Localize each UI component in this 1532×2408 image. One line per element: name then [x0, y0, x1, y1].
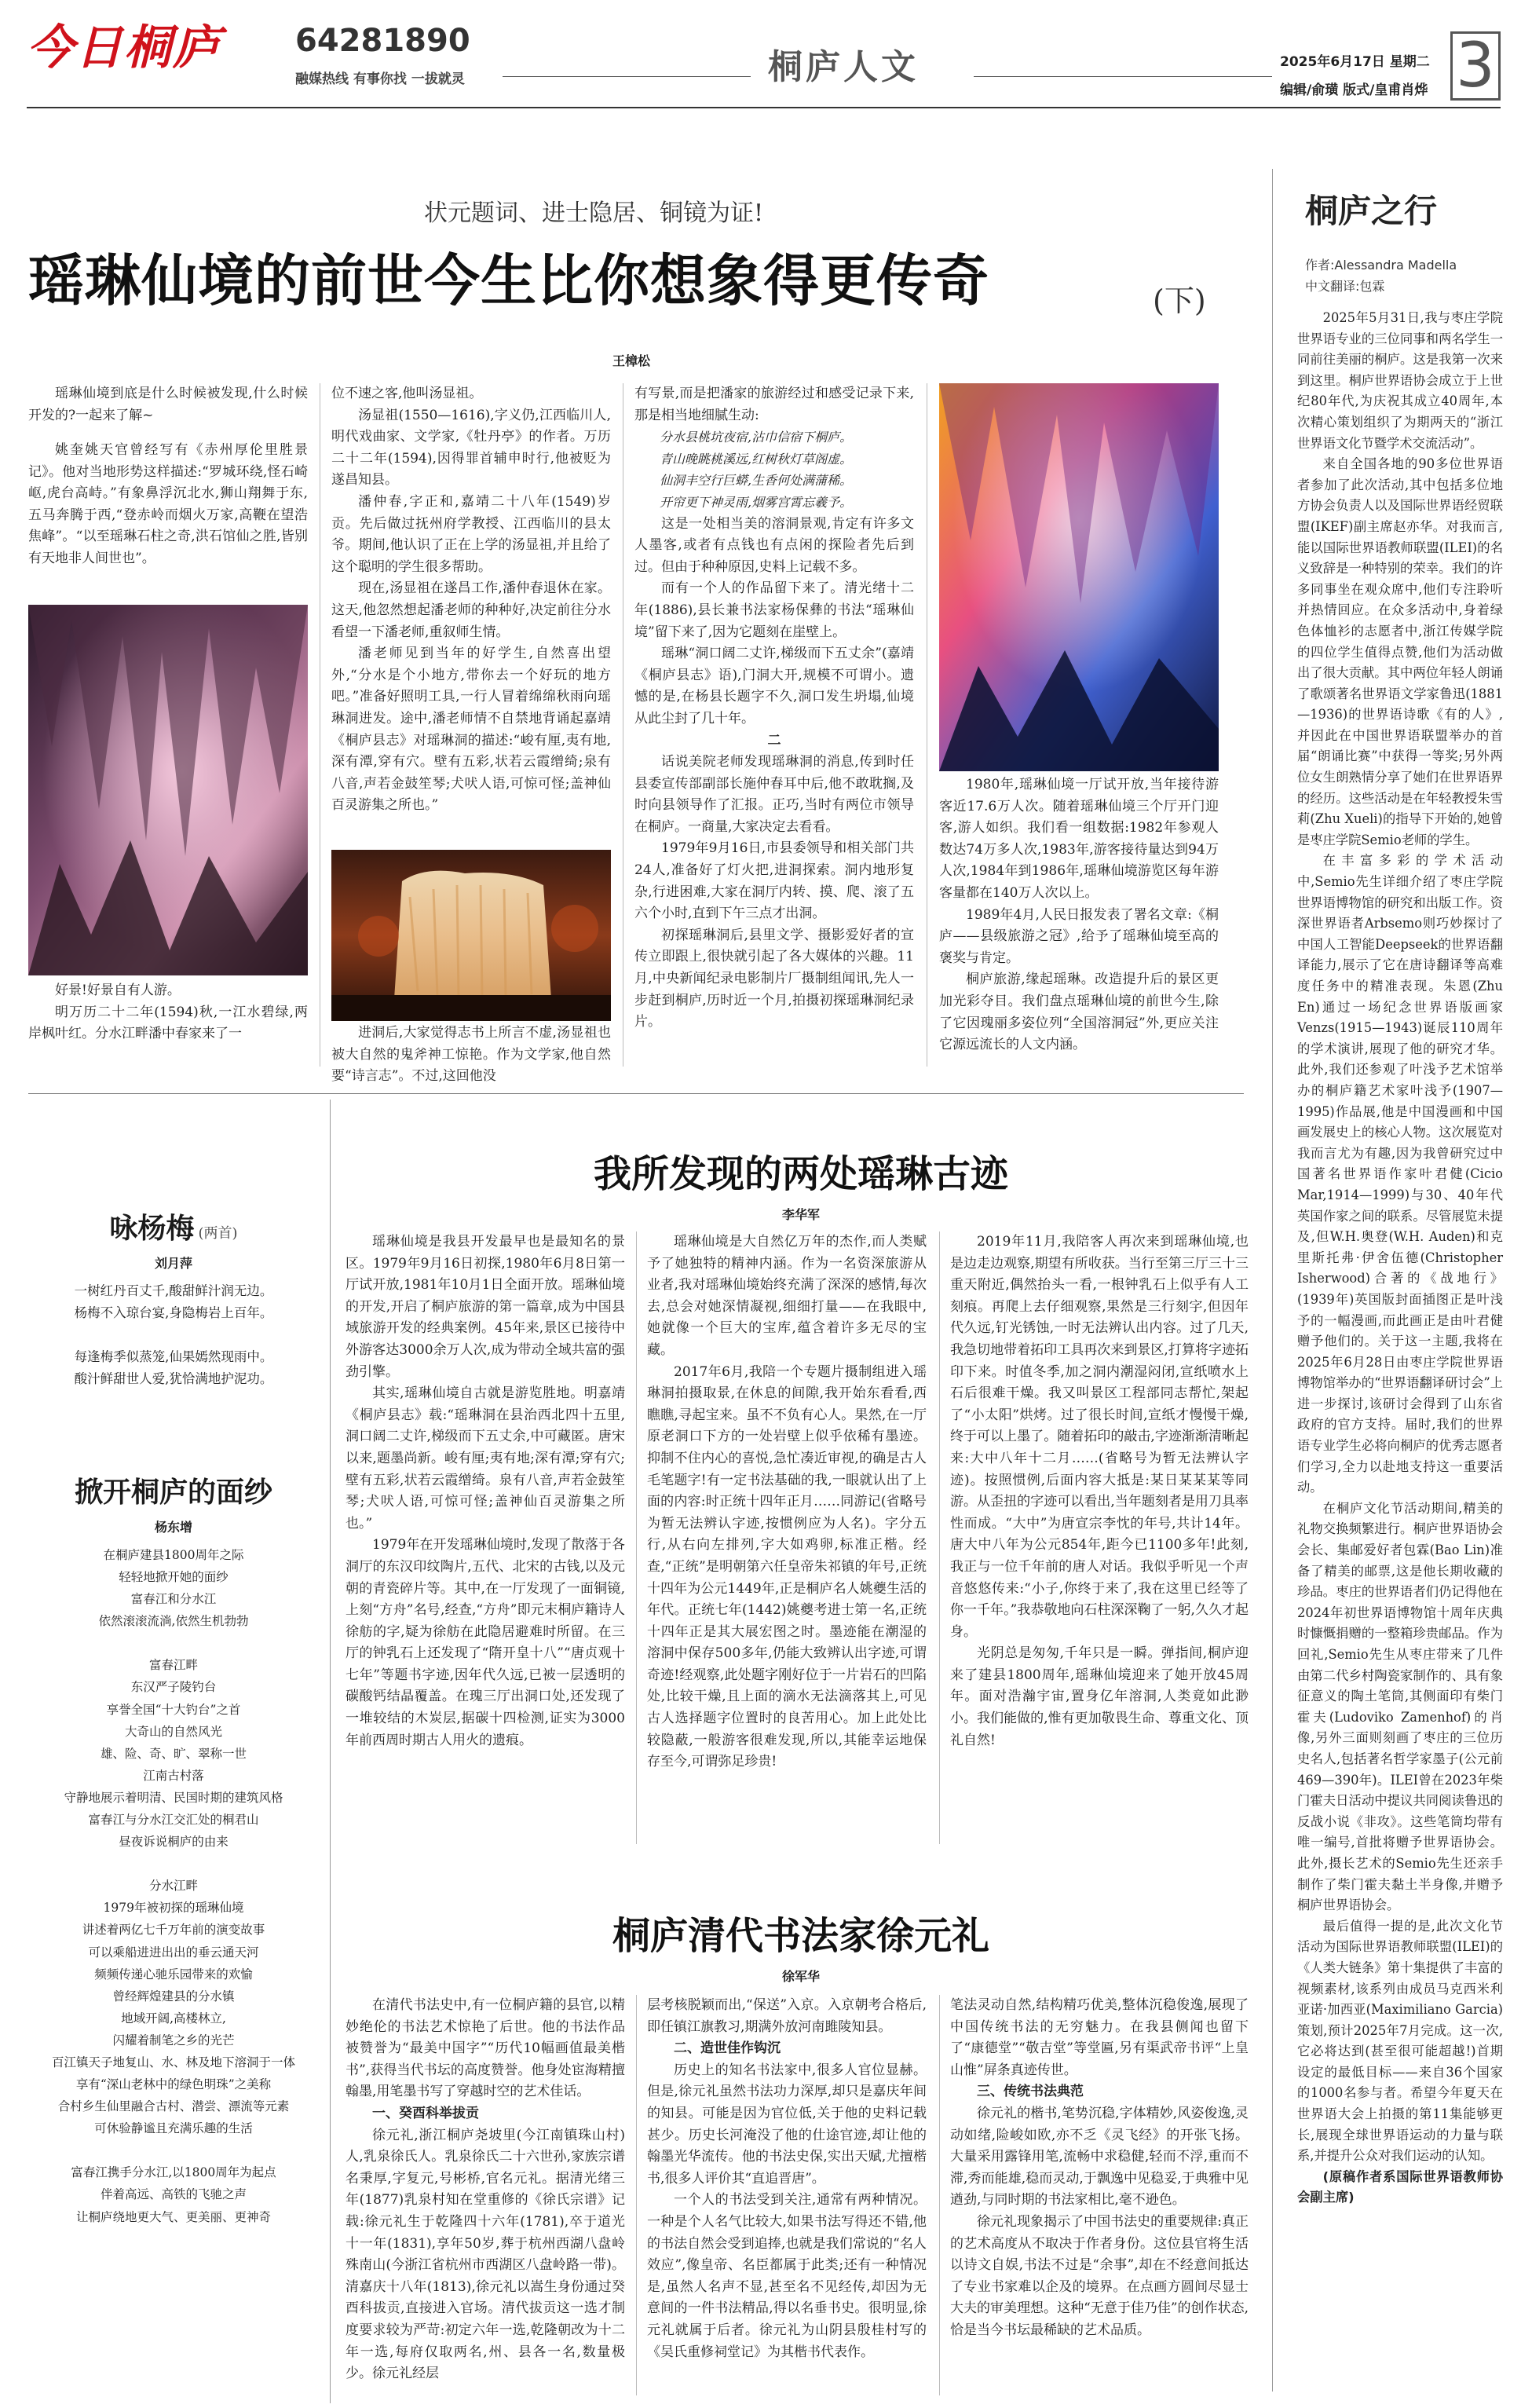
- article2-paragraph: 瑶琳仙境是大自然亿万年的杰作,而人类赋予了她独特的精神内涵。作为一名资深旅游从业者,我对瑶琳仙境始终充满了深深的感情,每次去,总会对她深情凝视,细细打量——在我眼中,她就像一个巨大的宝库,蕴含着许多无尽的宝藏。: [647, 1234, 927, 1358]
- poem-line: 闪耀着制笔之乡的光芒: [112, 2033, 235, 2048]
- article3-paragraph: 层考核脱颖而出,“保送”入京。入京朝考合格后,即任镇江旗教习,期满外放河南雎陵知县。: [647, 1997, 927, 2035]
- poem-column-rule: [330, 1100, 331, 2403]
- article3-paragraph: 在清代书法史中,有一位桐庐籍的县官,以精妙绝伦的书法艺术惊艳了后世。他的书法作品被赞誉为“最美中国字”“历代10幅画值最美楷书”,获得当代书坛的高度赞誉。他身处宦海精擅翰墨,用笔墨书写了穿越时空的艺术佳话。: [346, 1997, 625, 2100]
- poem-line: 分水江畔: [148, 1879, 198, 1894]
- lead-paragraph: 明万历二十二年(1594)秋,一江水碧绿,两岸枫叶红。分水江畔潘中春家来了一: [28, 1004, 308, 1042]
- cave-photo-pink: [28, 605, 308, 975]
- article2-column-1: [346, 1231, 625, 1844]
- article2-column-2: [647, 1231, 927, 1844]
- lead-column-2: [331, 383, 611, 847]
- lead-paragraph: 桐庐旅游,缘起瑶琳。改造提升后的景区更加光彩夺目。我们盘点瑶琳仙境的前世今生,除了它因瑰丽多姿位列“全国溶洞冠”外,更应关注它源远流长的人文内涵。: [939, 972, 1219, 1053]
- column-rule: [636, 1231, 637, 1844]
- poem-line: 富春江携手分水江,以1800周年为起点: [71, 2165, 276, 2180]
- lead-paragraph: 1989年4月,人民日报发表了署名文章:《桐庐——县级旅游之冠》,给予了瑶琳仙境至高的褒奖与肯定。: [939, 906, 1219, 966]
- poem-line: 可休验静谧且充满乐趣的生活: [94, 2121, 253, 2136]
- lead-paragraph: 瑶琳“洞口阔二丈许,梯级而下五丈余”(嘉靖《桐庐县志》语),门洞大开,规模不可谓小。遗憾的是,在杨县长题字不久,洞口发生坍塌,仙境从此尘封了几十年。: [634, 646, 914, 726]
- article2-author: 李华军: [781, 1207, 820, 1222]
- lead-paragraph: 汤显祖(1550—1616),字义仍,江西临川人,明代戏曲家、文学家,《牡丹亭》的作者。万历二十二年(1594),因得罪首辅申时行,他被贬为遂昌知县。: [331, 407, 611, 489]
- poem-line: 一树红丹百丈千,酸甜鲜汁润无边。: [74, 1283, 273, 1298]
- poem-line: 在桐庐建县1800周年之际: [103, 1548, 244, 1562]
- article3-column-1: [346, 1995, 625, 2395]
- masthead-rule-left: [503, 76, 751, 77]
- lead-paragraph: 有写景,而是把潘家的旅游经过和感受记录下来,那是相当地细腻生动:: [634, 386, 914, 423]
- poem-line: 大奇山的自然风光: [124, 1724, 222, 1739]
- lead-paragraph: 姚奎姚天官曾经写有《赤州厚伦里胜景记》。他对当地形势这样描述:“罗城环绕,怪石崎岖,虎台高峙。”有象鼻浮沉北水,狮山翔舞于东,五马奔腾于西,“登赤岭而烟火万家,高鞭在望浩焦峰”。“以至瑶琳石柱之奇,洪石馆仙之胜,皆别有天地非人间世也”。: [28, 442, 308, 566]
- poem-line: 享誉全国“十大钓台”之首: [106, 1702, 241, 1717]
- poem1-author: 刘月萍: [154, 1256, 192, 1271]
- article2-paragraph: 2017年6月,我陪一个专题片摄制组进入瑶琳洞拍摄取景,在休息的间隙,我开始东看看,西瞧瞧,寻起宝来。虽不不负有心人。果然,在一厅原老洞口下方的一处岩壁上似乎依稀有墨迹。抑制不住内心的喜悦,急忙凑近审视,的确是古人毛笔题字!有一定书法基础的我,一眼就认出了上面的内容:时正统十四年正月……同游记(省略号为暂无法辨认字迹,按惯例应为人名)。字分五行,从右向左排列,字大如鸡卵,标准正楷。经查,“正统”是明朝第六任皇帝朱祁镇的年号,正统十四年为公元1449年,正是桐庐名人姚夔生活的年代。正统七年(1442)姚夔考进士第一名,正统十四年正是其大展宏图之时。墨迹能在潮湿的溶洞中保存500多年,仍能大致辨认出字迹,可谓奇迹!经观察,此处题字刚好位于一片岩石的凹陷处,比较干燥,且上面的滴水无法滴落其上,可见古人选择题字位置时的良苦用心。加上此处比较隐蔽,一般游客很难发现,所以,其能幸运地保存至今,可谓弥足珍贵!: [647, 1363, 927, 1770]
- issue-date: 2025年6月17日 星期二: [1280, 54, 1430, 70]
- article2-paragraph: 光阴总是匆匆,千年只是一瞬。弹指间,桐庐迎来了建县1800周年,瑶琳仙境迎来了她开放45周年。面对浩瀚宇宙,置身亿年溶洞,人类竟如此渺小。我们能做的,惟有更加敬畏生命、尊重文化、顶礼自然!: [950, 1645, 1249, 1748]
- lead-paragraph: 潘老师见到当年的好学生,自然喜出望外,“分水是个小地方,带你去一个好玩的地方吧。”准备好照明工具,一行人冒着绵绵秋雨向瑶琳洞进发。途中,潘老师情不自禁地背诵起嘉靖《桐庐县志》对瑶琳洞的描述:“峻有厘,夷有地,深有潭,穿有穴。壁有五彩,状若云霞缯绮;泉有八音,声若金鼓笙琴;犬吠人语,可惊可怪;盖神仙百灵游集之所也。”: [331, 646, 611, 814]
- poem-line: 杨梅不入琼台宴,身隐梅岩上百年。: [74, 1305, 273, 1320]
- lead-paragraph: 初探瑶琳洞后,县里文学、摄影爱好者的宣传立即跟上,很快就引起了各大媒体的兴趣。11月,中央新闻纪录电影制片厂摄制组闻讯,先人一步赶到桐庐,历时近一个月,拍摄初探瑶琳洞纪录片。: [634, 927, 914, 1030]
- lead-kicker: 状元题词、进士隐居、铜镜为证!: [424, 199, 764, 227]
- article3-headline: 桐庐清代书法家徐元礼: [612, 1914, 989, 1958]
- lead-paragraph: 1979年9月16日,市县委领导和相关部门共24人,准备好了灯火把,进洞探索。洞内地形复杂,行进困难,大家在洞厅内转、摸、爬、滚了五六个小时,直到下午三点才出洞。: [634, 840, 914, 922]
- poem-line: 地域开阔,高楼林立,: [121, 2011, 226, 2026]
- article3-subhead: 二、造世佳作钩沉: [674, 2040, 781, 2057]
- poem-stanza-break: [28, 1853, 319, 1875]
- poem-line: 合村乡生仙里融合古村、潜尝、漂流等元素: [57, 2099, 290, 2114]
- column-rule: [939, 1995, 940, 2395]
- page-number: 3: [1456, 31, 1495, 101]
- poem-line: 让桐庐绕地更大气、更美丽、更神奇: [75, 2209, 271, 2224]
- lead-headline: 瑶琳仙境的前世今生比你想象得更传奇: [28, 248, 990, 313]
- article3-column-2: [647, 1995, 927, 2395]
- sidebar-paragraph: 2025年5月31日,我与枣庄学院世界语专业的三位同事和两名学生一同前往美丽的桐庐。这是我第一次来到这里。桐庐世界语协会成立于上世纪80年代,为庆祝其成立40周年,本次精心策划组织了为期两天的“浙江世界语文化节暨学术交流活动”。: [1297, 310, 1503, 451]
- article2-paragraph: 2019年11月,我陪客人再次来到瑶琳仙境,也是边走边观察,期望有所收获。当行至第三厅三十三重天附近,偶然抬头一看,一根钟乳石上似乎有人工刻痕。再爬上去仔细观察,果然是三行刻字,但因年代久远,钉光锈蚀,一时无法辨认出内容。过了几天,我急切地带着拓印工具再次来到景区,打算将字迹拓印下来。时值冬季,加之洞内潮湿闷闭,宣纸喷水上石后很难干燥。我又叫景区工程部同志帮忙,架起了“小太阳”烘烤。过了很长时间,宣纸才慢慢干燥,终于可以上墨了。随着拓印的敲击,字迹渐渐清晰起来:大中八年十二月……(省略号为暂无法辨认字迹)。按照惯例,后面内容大抵是:某日某某某等同游。从歪扭的字迹可以看出,当年题刻者是用刀具率性而成。“大中”为唐宣宗李忱的年号,共计14年。唐大中八年为公元854年,距今已1100多年!此刻,我正与一位千年前的唐人对话。我似乎听见一个声音悠悠传来:“小子,你终于来了,我在这里已经等了你一千年。”我恭敬地向石柱深深鞠了一躬,久久才起身。: [950, 1234, 1249, 1640]
- poem-line: 讲述着两亿七千万年前的演变故事: [82, 1923, 265, 1938]
- article3-paragraph: 徐元礼,浙江桐庐尧坡里(今江南镇珠山村)人,乳泉徐氏人。乳泉徐氏二十六世孙,家族宗谱名秉厚,字复元,号彬桥,官名元礼。据清光绪三年(1877)乳泉村知在堂重修的《徐氏宗谱》记载:徐元礼生于乾隆四十六年(1781),卒于道光十一年(1831),享年50岁,葬于杭州西湖八盘岭殊南山(今浙江省杭州市西湖区八盘岭路一带)。清嘉庆十八年(1813),徐元礼以嵩生身份通过癸酉科拔贡,直接进入官场。清代拔贡这一选才制度要求较为严苛:初定六年一选,乾隆朝改为十二年一选,每府仅取两名,州、县各一名,数量极少。徐元礼经层: [346, 2127, 625, 2382]
- poem-line: 富春江畔: [148, 1658, 198, 1673]
- poem-stanza-break: [28, 1632, 319, 1654]
- sidebar-body: [1297, 308, 1503, 2334]
- lead-column-2b: [331, 1023, 611, 1085]
- poem2-title: 掀开桐庐的面纱: [74, 1477, 272, 1509]
- lead-author: 王樟松: [612, 353, 651, 368]
- poem1-title-note: (两首): [198, 1225, 238, 1242]
- hotline-slogan: 融媒热线 有事你找 一拔就灵: [295, 71, 465, 87]
- sidebar-author-note: (原稿作者系国际世界语教师协会副主席): [1297, 2168, 1503, 2205]
- lead-column-1b: [28, 980, 308, 1067]
- article3-column-3: [950, 1995, 1249, 2395]
- paper-logo: 今日桐庐: [27, 20, 221, 75]
- lead-paragraph: 现在,汤显祖在遂昌工作,潘仲春退休在家。这天,他忽然想起潘老师的种种好,决定前往分水看望一下潘老师,重叙师生情。: [331, 580, 611, 640]
- article3-paragraph: 历史上的知名书法家中,很多人官位显赫。但是,徐元礼虽然书法功力深厚,却只是嘉庆年间的知县。可能是因为官位低,关于他的史料记载甚少。历史长河淹没了他的仕途官迹,却让他的翰墨光华流传。他的书法史保,实出天赋,尤擅楷书,很多人评价其“直追晋唐”。: [647, 2062, 927, 2187]
- poem1-title: [28, 1206, 319, 1246]
- tang-poem: [634, 426, 914, 513]
- sidebar-paragraph: 在丰富多彩的学术活动中,Semio先生详细介绍了枣庄学院世界语博物馆的研究和出版工作。资深世界语者Arbsemo则巧妙探讨了中国人工智能Deepseek的世界语翻译能力,展示了它在唐诗翻译等高难度任务中的精准表现。朱恩(Zhu En)通过一场纪念世界语版画家Venzs(1915—1943)诞辰110周年的学术演讲,展现了他的研究才华。此外,我们还参观了叶浅予艺术馆举办的桐庐籍艺术家叶浅予(1907—1995)作品展,他是中国漫画和中国画发展史上的核心人物。这次展览对我而言尤为有趣,因为我曾研究过中国著名世界语作家叶君健(Cicio Mar,1914—1999)与30、40年代英国作家之间的联系。尽管展览未提及,但W.H.奥登(W.H. Auden)和克里斯托弗·伊舍伍德(Christopher Isherwood)合著的《战地行》(1939年)英国版封面插图正是叶浅予的一幅漫画,而此画正是由叶君健赠予他们的。关于这一主题,我将在2025年6月28日由枣庄学院世界语博物馆举办的“世界语翻译研讨会”上进一步探讨,该研讨会得到了山东省政府的官方支持。届时,我们的世界语专业学生必将向桐庐的优秀志愿者们学习,全力以赴地支持这一重要活动。: [1297, 853, 1503, 1495]
- poem-line: 江南古村落: [143, 1768, 204, 1783]
- poem-line: 分水县桃坑夜宿,沾巾信宿下桐庐。: [660, 430, 853, 445]
- poem-line: 开帘更下神灵雨,烟雾宫霄忘羲予。: [660, 494, 853, 510]
- column-rule: [939, 1231, 940, 1844]
- poem1-title-text: 咏杨梅: [109, 1213, 195, 1245]
- section-number: 二: [767, 732, 781, 748]
- sidebar-paragraph: 来自全国各地的90多位世界语者参加了此次活动,其中包括多位地方协会负责人以及国际世界语经贸联盟(IKEF)副主席赵亦华。对我而言,能以国际世界语教师联盟(ILEI)的名义致辞是一种特别的荣幸。我们的许多同事坐在观众席中,他们专注聆听并热情回应。在众多活动中,身着绿色体恤衫的志愿者中,浙江传媒学院的四位学生值得点赞,他们为活动做出了很大贡献。其中两位年轻人朗诵了歌颂著名世界语文学家鲁迅(1881—1936)的世界语诗歌《有的人》,并因此在中国世界语联盟举办的首届“朗诵比赛”中获得一等奖;另外两位女生朗熟情分享了她们在世界语界的经历。这些活动是在年轻教授朱雪莉(Zhu Xueli)的指导下开始的,她曾是枣庄学院Semio老师的学生。: [1297, 456, 1503, 847]
- sidebar-paragraph: 在桐庐文化节活动期间,精美的礼物交换频繁进行。桐庐世界语协会会长、集邮爱好者包霖(Bao Lin)准备了精美的邮票,这是他长期收藏的珍品。枣庄的世界语者们仍记得他在2024年初世界语博物馆十周年庆典时慷慨捐赠的一整箱珍贵邮品。作为回礼,Semio先生从枣庄带来了几件由第二代乡村陶瓷家制作的、具有象征意义的陶土笔筒,其侧面印有柴门霍夫(Ludoviko Zamenhof)的肖像,另外三面则刻画了枣庄的三位历史名人,包括著名哲学家墨子(公元前469—390年)。ILEI曾在2023年柴门霍夫日活动中提议共同阅读鲁迅的反战小说《非攻》。这些笔筒均带有唯一编号,首批将赠予世界语协会。此外,摄长艺术的Semio先生还亲手制作了柴门霍夫黏土半身像,并赠予桐庐世界语协会。: [1297, 1500, 1503, 1913]
- article2-paragraph: 其实,瑶琳仙境自古就是游览胜地。明嘉靖《桐庐县志》载:“瑶琳洞在县治西北四十五里,洞口阔二丈许,梯级而下五丈余,中可藏匿。唐宋以来,题墨尚新。峻有厘;夷有地;深有潭;穿有穴;壁有五彩,状若云霞缯绮。泉有八音,声若金鼓笙琴;犬吠人语,可惊可怪;盖神仙百灵游集之所也。”: [346, 1385, 625, 1532]
- article3-author: 徐军华: [781, 1969, 820, 1984]
- lead-paragraph: 这是一处相当美的溶洞景观,肯定有许多文人墨客,或者有点钱也有点闲的探险者先后到过。但由于种种原因,史料上记载不多。: [634, 515, 914, 575]
- poem-line: 青山晚眺桃溪远,红树秋灯草阁虚。: [660, 451, 853, 467]
- masthead: [0, 0, 1532, 102]
- poem-line: 曾经辉煌建县的分水镇: [112, 1989, 235, 2004]
- lead-paragraph: 而有一个人的作品留下来了。清光绪十二年(1886),县长兼书法家杨保彝的书法“瑶琳仙境”留下来了,因为它题刻在崖壁上。: [634, 580, 914, 640]
- poem2-body: [28, 1544, 319, 2228]
- poem-line: 轻轻地掀开她的面纱: [119, 1570, 229, 1585]
- poem-line: 雄、险、奇、旷、翠称一世: [100, 1746, 247, 1761]
- cave-photo-colorful: [939, 383, 1219, 771]
- lead-paragraph: 话说美院老师发现瑶琳洞的消息,传到时任县委宣传部副部长施仲春耳中后,他不敢耽搁,及时向县领导作了汇报。正巧,当时有两位市领导在桐庐。一商量,大家决定去看看。: [634, 754, 914, 835]
- poem-line: 昼夜诉说桐庐的由来: [119, 1835, 229, 1850]
- poem-line: 频频传递心驰乐园带来的欢愉: [94, 1967, 253, 1982]
- article3-paragraph: 徐元礼现象揭示了中国书法史的重要规律:真正的艺术高度从不取决于作者身份。这位县官将生活以诗文自娱,书法不过是“余事”,却在不经意间抵达了专业书家难以企及的境界。在点画方圆间尽显士大夫的审美理想。这种“无意于佳乃佳”的创作状态,恰是当今书坛最稀缺的艺术品质。: [950, 2213, 1249, 2338]
- poem-line: 富春江与分水江交汇处的桐君山: [88, 1813, 259, 1828]
- lead-intro-text: 瑶琳仙境到底是什么时候被发现,什么时候开发的?一起来了解~: [28, 386, 308, 423]
- lead-paragraph: 好景!好景自有人游。: [55, 983, 181, 998]
- article3-subhead: 三、传统书法典范: [977, 2084, 1084, 2100]
- lead-intro: [28, 383, 308, 430]
- poem-line: 可以乘船进进出出的垂云通天河: [88, 1945, 259, 1960]
- article3-paragraph: 笔法灵动自然,结构精巧优美,整体沉稳俊逸,展现了中国传统书法的无穷魅力。在我县侧闻也留下了“康德堂”“敬吉堂”等堂匾,另有渠武帝书评“上皇山惟”屏条真迹传世。: [950, 1997, 1249, 2078]
- poem-stanza-break: [28, 1324, 319, 1346]
- lead-paragraph: 潘仲春,字正和,嘉靖二十八年(1549)岁贡。先后做过抚州府学教授、江西临川的县太爷。期间,他认识了正在上学的汤显祖,并且给了这个聪明的学生很多帮助。: [331, 493, 611, 575]
- lead-column-1: [28, 440, 308, 594]
- article2-paragraph: 1979年在开发瑶琳仙境时,发现了散落于各洞厅的东汉印纹陶片,五代、北宋的古钱,以及元朝的青瓷碎片等。其中,在一厅发现了一面铜镜,上刻“方舟”名号,经查,“方舟”即元末桐庐籍诗人徐舫的字,疑为徐舫在此隐居避难时所留。在三厅的钟乳石上还发现了“隋开皇十八”“唐贞观十七年”等题书字迹,因年代久远,已被一层透明的碳酸钙结晶覆盖。在瑰三厅出洞口处,还发现了一堆较结的木炭层,据碳十四检测,证实为3000年前西周时期古人用火的遗痕。: [346, 1537, 625, 1748]
- poem-line: 1979年被初探的瑶琳仙境: [103, 1901, 244, 1916]
- poem-line: 每逢梅季似蒸笼,仙果嫣然现雨中。: [74, 1349, 273, 1364]
- sidebar-translator: 中文翻译:包霖: [1305, 279, 1385, 294]
- sidebar-paragraph: 最后值得一提的是,此次文化节活动为国际世界语教师联盟(ILEI)的《人类大链条》第十集提供了丰富的视频素材,该系列由成员马克西米利亚诺·加西亚(Maximiliano Garcia)策划,预计2025年7月完成。这一次,它必将达到(甚至很可能超越!)首期设定的最低目标——来自36个国家的1000名参与者。希望今年夏天在世界语大会上拍摄的第11集能够更长,展现全球世界语运动的力量与联系,并提升公众对我们运动的认知。: [1297, 1918, 1503, 2164]
- lead-paragraph: 1980年,瑶琳仙境一厅试开放,当年接待游客近17.6万人次。随着瑶琳仙境三个厅开门迎客,游人如织。我们看一组数据:1982年参观人数达74万多人次,1983年,游客接待量达到94万人次,1984年到1986年,瑶琳仙境游览区每年游客量都在140万人次以上。: [939, 777, 1219, 901]
- editor-credits: 编辑/俞璜 版式/皇甫肖烨: [1280, 82, 1428, 98]
- lead-paragraph: 进洞后,大家觉得志书上所言不虚,汤显祖也被大自然的鬼斧神工惊艳。作为文学家,他自然要“诗言志”。不过,这回他没: [331, 1025, 611, 1085]
- poem-line: 仙洞丰空行巨蟒,生香何处满蒲稀。: [660, 473, 853, 489]
- poem1-body: [28, 1280, 319, 1390]
- column-rule: [636, 1995, 637, 2395]
- article2-headline: 我所发现的两处瑶琳古迹: [593, 1152, 1008, 1196]
- page-number-box: [1450, 31, 1501, 101]
- lead-column-4: [939, 774, 1219, 1067]
- sidebar-title: 桐庐之行: [1305, 192, 1438, 230]
- sidebar-author: 作者:Alessandra Madella: [1305, 258, 1457, 273]
- masthead-rule-right: [974, 76, 1272, 77]
- poem-line: 守静地展示着明清、民国时期的建筑风格: [64, 1790, 283, 1805]
- cave-photo-waterfall: [331, 850, 611, 1021]
- poem-line: 依然滚滚流淌,依然生机勃勃: [98, 1614, 249, 1629]
- lead-column-3: [634, 383, 914, 1067]
- masthead-bottom-rule: [27, 107, 1501, 108]
- poem-line: 享有“深山老林中的绿色明珠”之美称: [75, 2077, 272, 2092]
- article3-paragraph: 徐元礼的楷书,笔势沉稳,字体精妙,风姿俊逸,灵动如绪,险峻如欧,亦不乏《灵飞经》的开张飞扬。大量采用露锋用笔,流畅中求稳健,轻而不浮,重而不滞,秀而能雄,稳而灵动,于飘逸中见稳妥,于典雅中见遒劲,与同时期的书法家相比,毫不逊色。: [950, 2105, 1249, 2209]
- article2-column-3: [950, 1231, 1249, 1844]
- hotline-number: 64281890: [295, 23, 470, 59]
- article2-paragraph: 瑶琳仙境是我县开发最早也是最知名的景区。1979年9月16日初探,1980年6月8日第一厅试开放,1981年10月1日全面开放。瑶琳仙境的开发,开启了桐庐旅游的第一篇章,成为中国县域旅游开发的经典案例。45年来,景区已接待中外游客达3000余万人次,成为带动全域共富的强劲引擎。: [346, 1234, 625, 1380]
- poem-stanza-break: [28, 2139, 319, 2161]
- poem-line: 百江镇天子地复山、水、林及地下溶洞于一体: [51, 2055, 295, 2069]
- lead-paragraph: 位不速之客,他叫汤显祖。: [331, 386, 483, 401]
- poem-line: 酸汁鲜甜世人爱,犹恰满地护泥功。: [74, 1371, 273, 1386]
- poem-line: 东汉严子陵钓台: [130, 1680, 217, 1695]
- sidebar-rule: [1272, 169, 1273, 2392]
- section-rule: [28, 1093, 1244, 1094]
- poem2-author: 杨东增: [154, 1520, 192, 1535]
- article3-paragraph: 一个人的书法受到关注,通常有两种情况。一种是个人名气比较大,如果书法写得还不错,他的书法自然会受到追捧,也就是我们常说的“名人效应”,像皇帝、名臣都属于此类;还有一种情况是,虽然人名声不显,甚至名不见经传,却因为无意间的一件书法精品,得以名垂书史。很明显,徐元礼就属于后者。徐元礼为山阴县殷桂村写的《吴氏重修祠堂记》为其楷书代表作。: [647, 2192, 927, 2360]
- section-title: 桐庐人文: [768, 47, 919, 87]
- poem-line: 富春江和分水江: [130, 1592, 217, 1607]
- lead-part-marker: (下): [1153, 284, 1206, 318]
- poem-line: 伴着高远、高铁的飞驰之声: [100, 2187, 247, 2202]
- article3-subhead: 一、癸酉科举拔贡: [372, 2105, 479, 2121]
